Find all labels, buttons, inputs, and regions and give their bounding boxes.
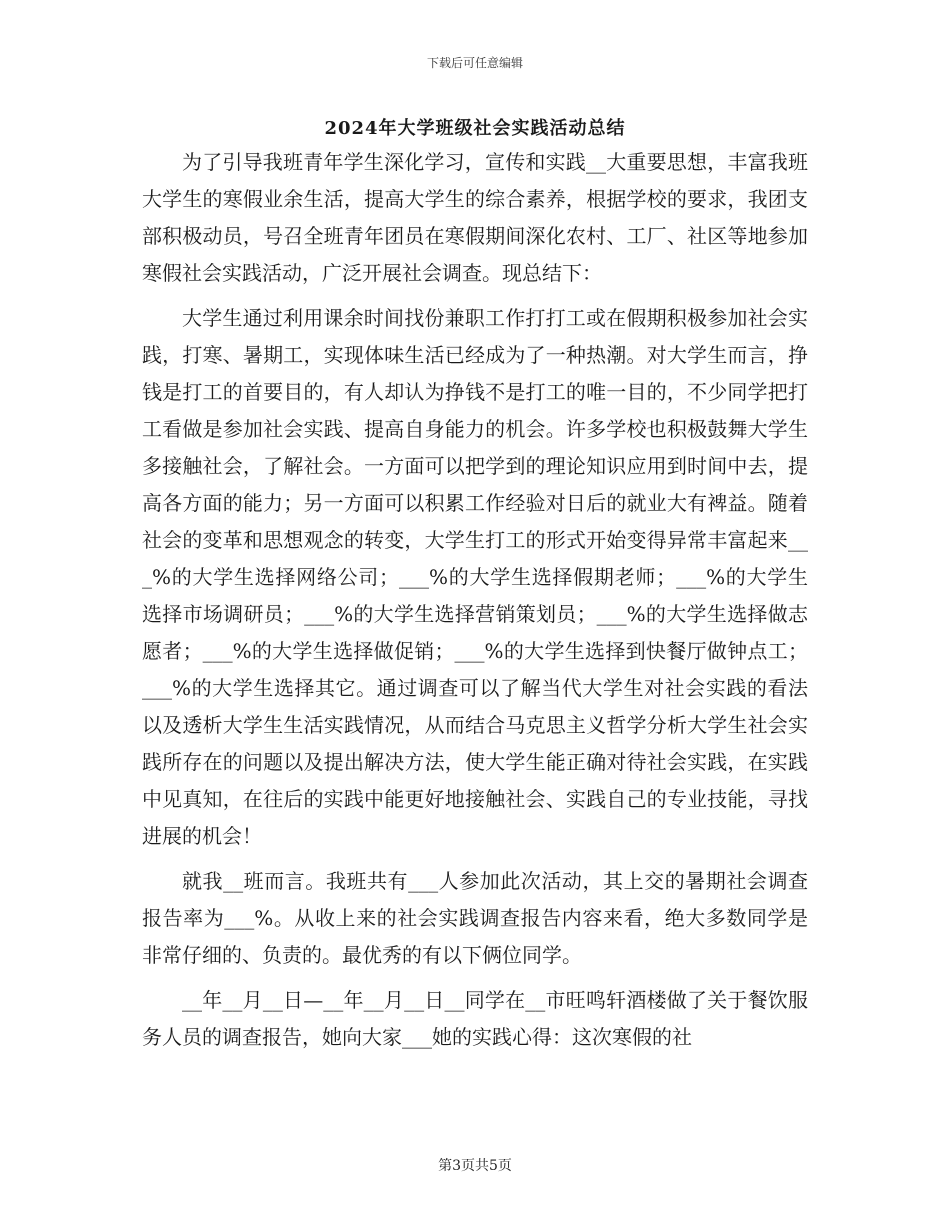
page-number: 第3页共5页	[438, 1158, 512, 1174]
paragraph-2: 大学生通过利用课余时间找份兼职工作打打工或在假期积极参加社会实践，打寒、暑期工，实现体味生活已经成为了一种热潮。对大学生而言，挣钱是打工的首要目的，有人却认为挣钱不是打工的唯一目的，不少同学把打工看做是参加社会实践、提高自身能力的机会。许多学校也积极鼓舞大学生多接触社会，了解社会。一方面可以把学到的理论知识应用到时间中去，提高各方面的能力；另一方面可以积累工作经验对日后的就业大有裨益。随着社会的变革和思想观念的转变，大学生打工的形式开始变得异常丰富起来___%的大学生选择网络公司；___%的大学生选择假期老师；___%的大学生选择市场调研员；___%的大学生选择营销策划员；___%的大学生选择做志愿者；___%的大学生选择做促销；___%的大学生选择到快餐厅做钟点工；___%的大学生选择其它。通过调查可以了解当代大学生对社会实践的看法以及透析大学生生活实践情况，从而结合马克思主义哲学分析大学生社会实践所存在的问题以及提出解决方法，使大学生能正确对待社会实践，在实践中见真知，在往后的实践中能更好地接触社会、实践自己的专业技能，寻找进展的机会！	[142, 306, 808, 848]
header-note: 下载后可任意编辑	[426, 56, 523, 70]
paragraph-1: 为了引导我班青年学生深化学习，宣传和实践__大重要思想，丰富我班大学生的寒假业余生活，提高大学生的综合素养，根据学校的要求，我团支部积极动员，号召全班青年团员在寒假期间深化农村、工厂、社区等地参加寒假社会实践活动，广泛开展社会调查。现总结下：	[142, 150, 808, 285]
document-title: 2024年大学班级社会实践活动总结	[324, 118, 626, 139]
paragraph-3: 就我__班而言。我班共有___人参加此次活动，其上交的暑期社会调查报告率为___%。从收上来的社会实践调查报告内容来看，绝大多数同学是非常仔细的、负责的。最优秀的有以下俩位同学。	[142, 869, 808, 967]
paragraph-4: __年__月__日—__年__月__日__同学在__市旺鸣轩酒楼做了关于餐饮服务人员的调查报告，她向大家___她的实践心得：这次寒假的社	[142, 988, 808, 1049]
document-body	[142, 144, 808, 1056]
